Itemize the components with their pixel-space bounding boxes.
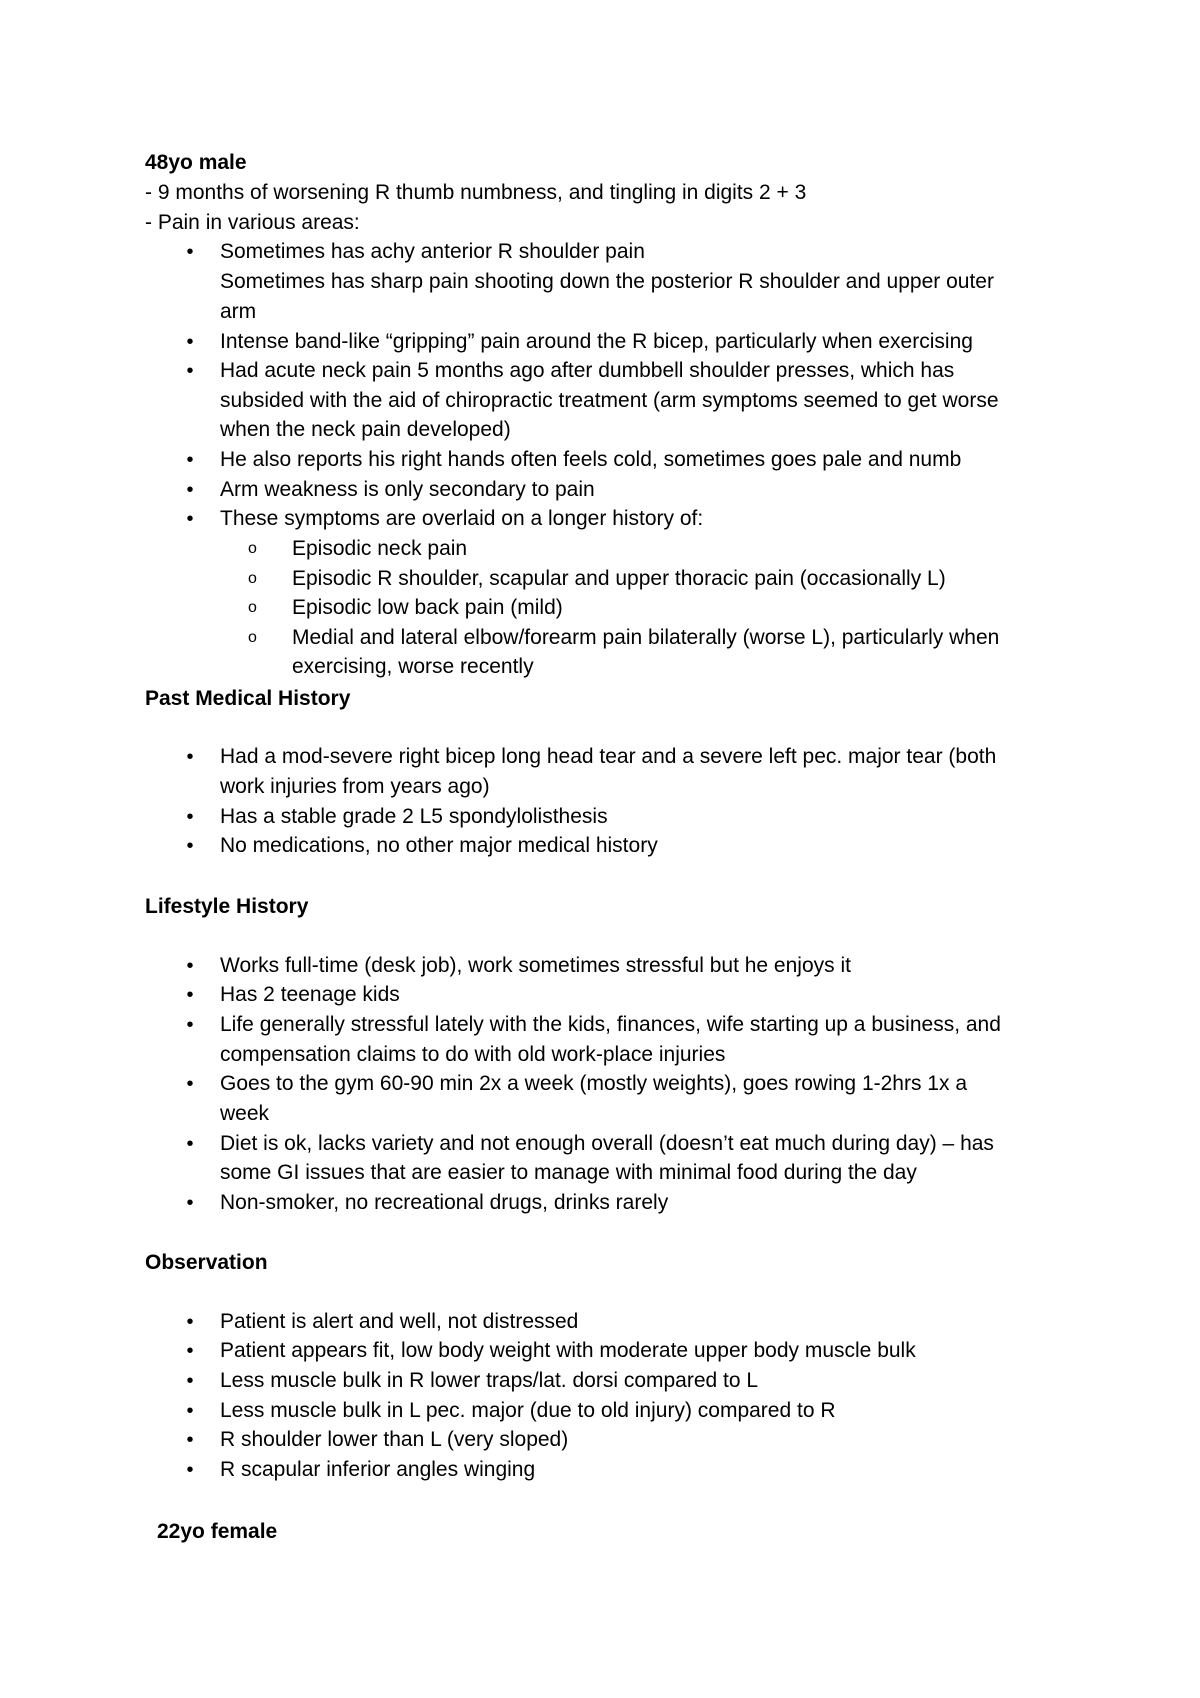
sub-list-item: Episodic R shoulder, scapular and upper thoracic pain (occasionally L) (292, 567, 946, 590)
list-item: some GI issues that are easier to manage with minimal food during the day (220, 1161, 917, 1184)
sub-bullet-icon: o (248, 570, 257, 587)
bullet-icon: • (186, 1370, 194, 1392)
bullet-icon: • (186, 1400, 194, 1422)
bullet-icon: • (186, 1311, 194, 1333)
list-item: week (220, 1102, 270, 1125)
bullet-icon: • (186, 479, 194, 501)
bullet-icon: • (186, 331, 194, 353)
list-item: R scapular inferior angles winging (220, 1458, 536, 1481)
bullet-icon: • (186, 806, 194, 828)
list-item: No medications, no other major medical history (220, 834, 658, 857)
case-heading: 22yo female (157, 1520, 278, 1543)
list-item: work injuries from years ago) (220, 775, 490, 798)
list-item: Arm weakness is only secondary to pain (220, 478, 595, 501)
list-item: Had a mod-severe right bicep long head tear and a severe left pec. major tear (both (220, 745, 997, 768)
list-item: Non-smoker, no recreational drugs, drinks rarely (220, 1191, 669, 1214)
bullet-icon: • (186, 508, 194, 530)
bullet-icon: • (186, 1014, 194, 1036)
list-item: subsided with the aid of chiropractic treatment (arm symptoms seemed to get worse (220, 389, 999, 412)
list-item: compensation claims to do with old work-place injuries (220, 1043, 726, 1066)
list-item: Less muscle bulk in L pec. major (due to old injury) compared to R (220, 1399, 836, 1422)
sub-list-item: Episodic neck pain (292, 537, 468, 560)
bullet-icon: • (186, 1073, 194, 1095)
bullet-icon: • (186, 835, 194, 857)
section-heading-lifestyle: Lifestyle History (145, 895, 309, 918)
list-item: Has a stable grade 2 L5 spondylolisthesis (220, 805, 608, 828)
bullet-icon: • (186, 984, 194, 1006)
sub-bullet-icon: o (248, 599, 257, 616)
list-item: arm (220, 300, 257, 323)
bullet-icon: • (186, 1459, 194, 1481)
dash-item: - 9 months of worsening R thumb numbness, and tingling in digits 2 + 3 (145, 181, 807, 204)
sub-bullet-icon: o (248, 540, 257, 557)
bullet-icon: • (186, 1429, 194, 1451)
list-item: Less muscle bulk in R lower traps/lat. dorsi compared to L (220, 1369, 759, 1392)
dash-item: - Pain in various areas: (145, 211, 360, 234)
case-heading: 48yo male (145, 151, 247, 174)
list-item: Life generally stressful lately with the kids, finances, wife starting up a business, and (220, 1013, 1001, 1036)
bullet-icon: • (186, 449, 194, 471)
list-item: Patient appears fit, low body weight with moderate upper body muscle bulk (220, 1339, 916, 1362)
bullet-icon: • (186, 360, 194, 382)
sub-list-item: Episodic low back pain (mild) (292, 596, 563, 619)
section-heading-observation: Observation (145, 1251, 268, 1274)
bullet-icon: • (186, 1192, 194, 1214)
sub-bullet-icon: o (248, 629, 257, 646)
list-item: Intense band-like “gripping” pain around the R bicep, particularly when exercising (220, 330, 973, 353)
bullet-icon: • (186, 241, 194, 263)
list-item: Goes to the gym 60-90 min 2x a week (mostly weights), goes rowing 1-2hrs 1x a (220, 1072, 967, 1095)
list-item: Sometimes has achy anterior R shoulder pain (220, 240, 645, 263)
list-item: R shoulder lower than L (very sloped) (220, 1428, 569, 1451)
sub-list-item: exercising, worse recently (292, 655, 534, 678)
bullet-icon: • (186, 955, 194, 977)
list-item: Had acute neck pain 5 months ago after dumbbell shoulder presses, which has (220, 359, 955, 382)
bullet-icon: • (186, 1133, 194, 1155)
list-item: Patient is alert and well, not distressed (220, 1310, 579, 1333)
list-item: He also reports his right hands often feels cold, sometimes goes pale and numb (220, 448, 962, 471)
sub-list-item: Medial and lateral elbow/forearm pain bilaterally (worse L), particularly when (292, 626, 1000, 649)
list-item: Sometimes has sharp pain shooting down the posterior R shoulder and upper outer (220, 270, 994, 293)
bullet-icon: • (186, 1340, 194, 1362)
list-item: Has 2 teenage kids (220, 983, 400, 1006)
list-item: when the neck pain developed) (220, 418, 511, 441)
bullet-icon: • (186, 746, 194, 768)
section-heading-pmh: Past Medical History (145, 687, 351, 710)
list-item: These symptoms are overlaid on a longer history of: (220, 507, 704, 530)
list-item: Works full-time (desk job), work sometimes stressful but he enjoys it (220, 954, 851, 977)
list-item: Diet is ok, lacks variety and not enough overall (doesn’t eat much during day) – has (220, 1132, 994, 1155)
